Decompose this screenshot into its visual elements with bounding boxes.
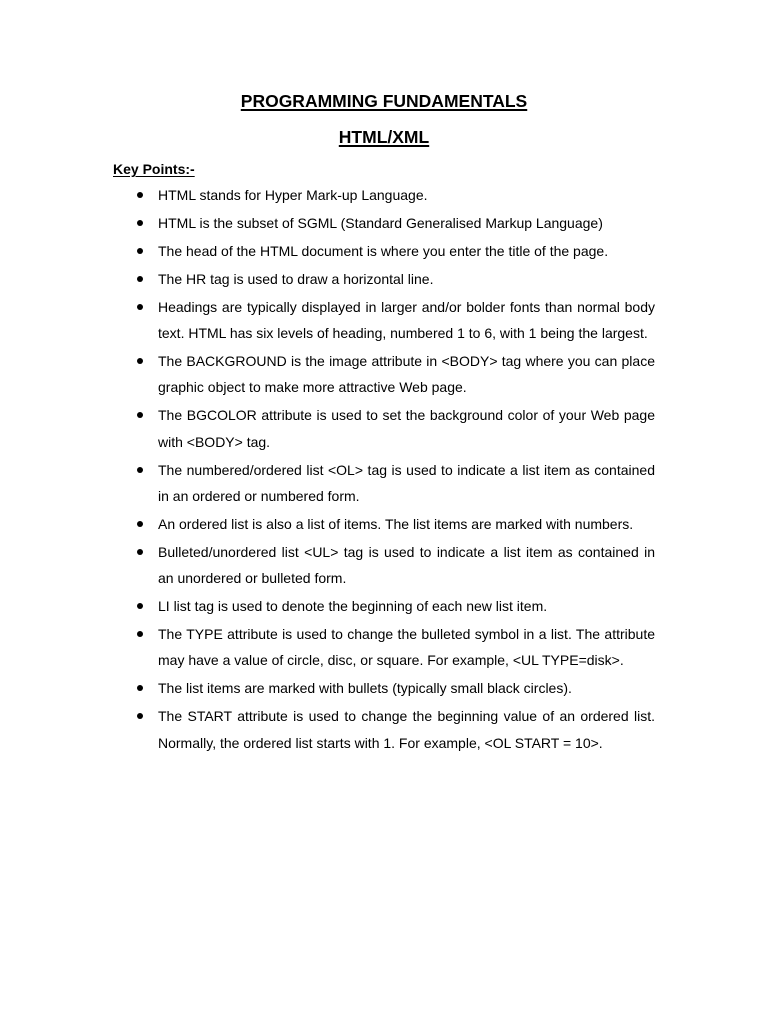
bullet-icon [137,304,143,310]
bullet-icon [137,603,143,609]
list-item [0,511,655,537]
bullet-icon [137,248,143,254]
list-item [0,675,655,701]
list-item-text: The BACKGROUND is the image attribute in <BODY> tag where you can place graphic object to make more attractive Web page. [158,352,655,396]
bullet-icon [137,521,143,527]
bullet-icon [137,192,143,198]
list-item [0,402,655,455]
list-item-text: Bulleted/unordered list <UL> tag is used to indicate a list item as contained in an unordered or bulleted form. [158,543,655,587]
bullet-icon [137,412,143,418]
page-title [0,91,768,111]
list-item-text: LI list tag is used to denote the beginning of each new list item. [158,598,548,615]
list-item-text: The head of the HTML document is where you enter the title of the page. [158,242,609,259]
list-item [0,210,655,236]
list-item [0,539,655,592]
list-item-text: The numbered/ordered list <OL> tag is used to indicate a list item as contained in an ordered or numbered form. [158,461,655,504]
page-subtitle-text: HTML/XML [338,127,430,147]
bullet-icon [137,220,143,226]
list-item-text: The START attribute is used to change the beginning value of an ordered list. Normally, the ordered list starts with 1. For example, <OL START = 10>. [158,708,655,751]
list-item [0,703,655,756]
bullet-icon [137,549,143,555]
bullet-icon [137,685,143,691]
key-points-heading: Key Points:- [113,161,195,177]
list-item [0,621,655,674]
list-item-text: The HR tag is used to draw a horizontal line. [158,270,434,287]
key-points-list [0,182,768,758]
bullet-icon [137,467,143,473]
list-item-text: Headings are typically displayed in larger and/or bolder fonts than normal body text. HTML has six levels of heading, numbered 1 to 6, with 1 being the largest. [158,298,655,342]
list-item [0,182,655,208]
bullet-icon [137,713,143,719]
list-item-text: The list items are marked with bullets (typically small black circles). [158,680,572,697]
list-item [0,266,655,292]
list-item [0,294,655,347]
list-item-text: The TYPE attribute is used to change the bulleted symbol in a list. The attribute may have a value of circle, disc, or square. For example, <UL TYPE=disk>. [158,626,655,669]
page-subtitle [0,127,768,147]
bullet-icon [137,358,143,364]
list-item [0,593,655,619]
list-item [0,238,655,264]
list-item-text: HTML stands for Hyper Mark-up Language. [158,187,428,203]
list-item-text: An ordered list is also a list of items. The list items are marked with numbers. [158,515,634,532]
bullet-icon [137,631,143,637]
list-item [0,457,655,510]
page-title-text: PROGRAMMING FUNDAMENTALS [240,91,528,111]
list-item-text: HTML is the subset of SGML (Standard Generalised Markup Language) [158,214,603,231]
list-item-text: The BGCOLOR attribute is used to set the background color of your Web page with <BODY> tag. [158,407,655,450]
list-item [0,348,655,401]
bullet-icon [137,276,143,282]
